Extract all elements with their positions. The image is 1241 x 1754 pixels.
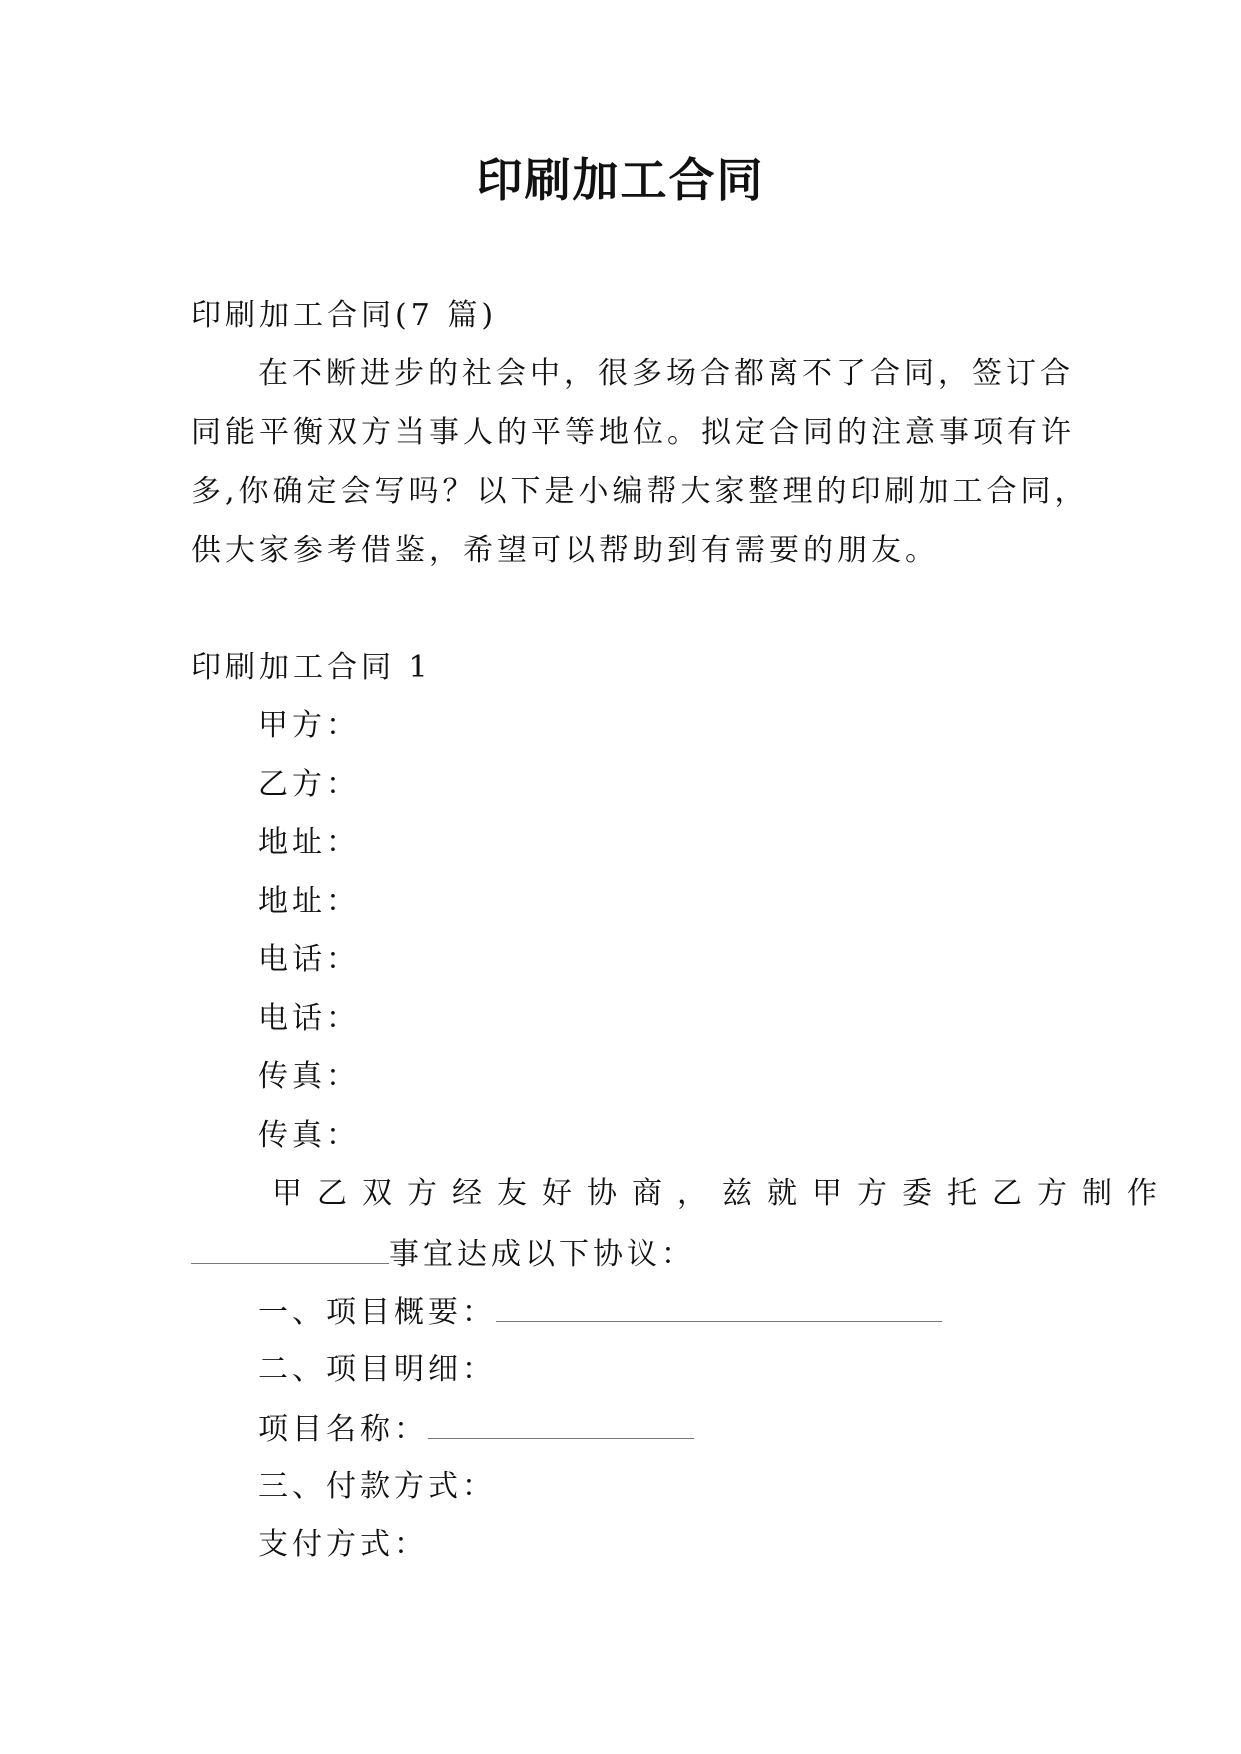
- agreement-line-2: [191, 1233, 695, 1275]
- address-a-label: 地址：: [258, 825, 360, 860]
- phone-b-label: 电话：: [258, 1001, 360, 1036]
- agreement-line-1: 甲乙双方经友好协商，兹就甲方委托乙方制作: [272, 1176, 1172, 1211]
- address-b-label: 地址：: [258, 884, 360, 919]
- party-b-label: 乙方：: [258, 767, 360, 802]
- intro-line-1: 在不断进步的社会中，很多场合都离不了合同，签订合: [258, 356, 1074, 391]
- project-name-blank: [428, 1408, 694, 1439]
- project-name: [258, 1408, 694, 1450]
- subtitle: 印刷加工合同(7 篇): [191, 298, 498, 333]
- item-2: 二、项目明细：: [258, 1352, 496, 1387]
- agreement-line-2-text: 事宜达成以下协议：: [389, 1237, 695, 1272]
- section-title: 印刷加工合同 1: [191, 650, 432, 685]
- intro-line-2: 同能平衡双方当事人的平等地位。拟定合同的注意事项有许: [191, 415, 1075, 450]
- item-1-blank: [496, 1291, 942, 1322]
- payment-method: 支付方式：: [258, 1527, 428, 1562]
- blank-underline: [191, 1233, 389, 1264]
- project-name-label: 项目名称：: [258, 1412, 428, 1447]
- intro-line-3: 多,你确定会写吗？以下是小编帮大家整理的印刷加工合同，: [191, 474, 1089, 509]
- fax-b-label: 传真：: [258, 1118, 360, 1153]
- item-3: 三、付款方式：: [258, 1469, 496, 1504]
- item-1: [258, 1291, 942, 1333]
- item-1-label: 一、项目概要：: [258, 1295, 496, 1330]
- fax-a-label: 传真：: [258, 1059, 360, 1094]
- party-a-label: 甲方：: [258, 708, 360, 743]
- document-title: 印刷加工合同: [476, 153, 765, 207]
- phone-a-label: 电话：: [258, 942, 360, 977]
- intro-line-4: 供大家参考借鉴，希望可以帮助到有需要的朋友。: [191, 533, 939, 568]
